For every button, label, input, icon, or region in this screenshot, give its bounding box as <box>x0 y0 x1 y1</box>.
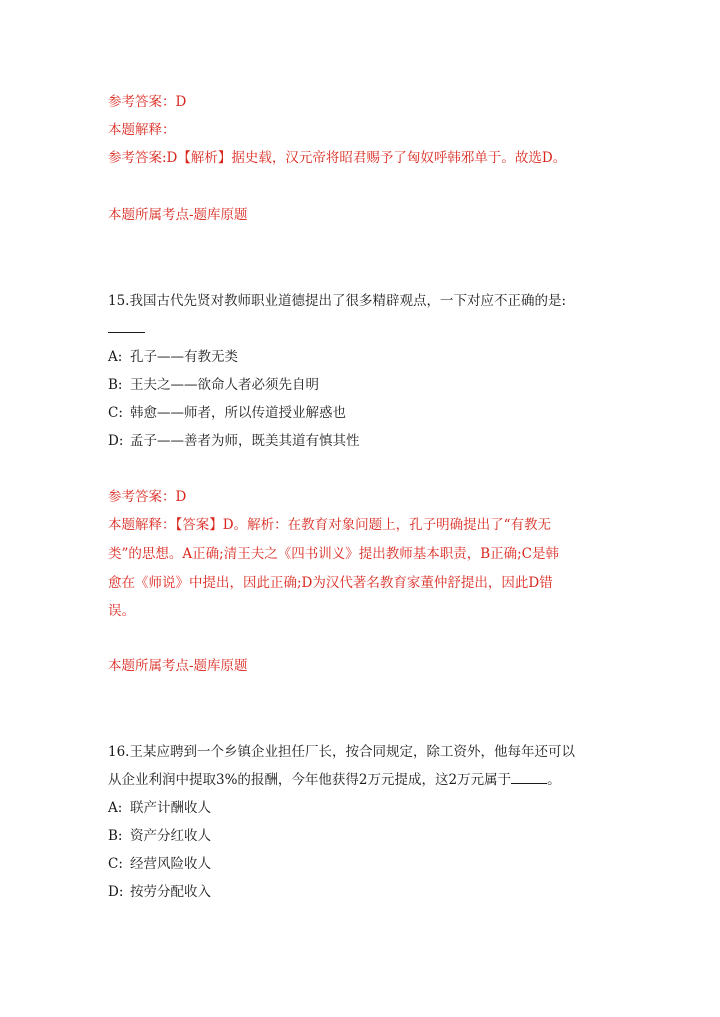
q16-option-c <box>108 854 211 874</box>
q15-question: 15.我国古代先贤对教师职业道德提出了很多精辟观点，一下对应不正确的是: <box>108 293 567 309</box>
option-text: 孟子——善者为师，既美其道有慎其性 <box>130 433 360 449</box>
q15-source: 本题所属考点-题库原题 <box>108 658 248 674</box>
option-text: 王夫之——欲命人者必须先自明 <box>130 377 319 393</box>
option-key: B: <box>108 377 123 393</box>
option-key: A: <box>108 800 123 816</box>
q15-explain-line-4: 误。 <box>108 603 135 619</box>
q14-explain-label: 本题解释： <box>108 122 176 138</box>
option-key: D: <box>108 433 124 449</box>
option-key: C: <box>108 405 123 421</box>
option-key: C: <box>108 856 123 872</box>
option-text: 经营风险收人 <box>130 856 211 872</box>
q14-answer: 参考答案：D <box>108 94 187 110</box>
q15-option-b <box>108 375 319 395</box>
option-key: A: <box>108 349 123 365</box>
q16-question-line-1: 16.王某应聘到一个乡镇企业担任厂长，按合同规定，除工资外，他每年还可以 <box>108 744 575 760</box>
option-key: B: <box>108 828 123 844</box>
q16-option-a <box>108 798 211 818</box>
q16-question-text: 从企业利润中提取3%的报酬，今年他获得2万元提成，这2万元属于 <box>108 772 512 788</box>
q16-option-d <box>108 882 211 902</box>
q16-answer-blank <box>511 771 547 784</box>
option-text: 资产分红收人 <box>130 828 211 844</box>
q14-explain-text: 参考答案:D【解析】据史载，汉元帝将昭君赐予了匈奴呼韩邪单于。故选D。 <box>108 150 567 166</box>
q15-answer-blank <box>108 332 145 333</box>
q14-source: 本题所属考点-题库原题 <box>108 207 248 223</box>
q15-answer: 参考答案：D <box>108 489 187 505</box>
q16-option-b <box>108 826 211 846</box>
q16-question-line-2 <box>108 770 561 790</box>
option-text: 联产计酬收人 <box>130 800 211 816</box>
option-key: D: <box>108 884 124 900</box>
option-text: 孔子——有教无类 <box>130 349 238 365</box>
q15-explain-line-3: 愈在《师说》中提出，因此正确;D为汉代著名教育家董仲舒提出，因此D错 <box>108 575 553 591</box>
option-text: 韩愈——师者，所以传道授业解惑也 <box>130 405 346 421</box>
q15-option-a <box>108 347 238 367</box>
q15-explain-line-2: 类”的思想。A正确;清王夫之《四书训义》提出教师基本职责，B正确;C是韩 <box>108 546 559 562</box>
q16-question-end: 。 <box>547 772 561 788</box>
q15-option-c <box>108 403 346 423</box>
q15-option-d <box>108 431 360 451</box>
q15-explain-line-1: 本题解释：【答案】D。解析：在教育对象问题上，孔子明确提出了“有教无 <box>108 517 551 533</box>
option-text: 按劳分配收入 <box>130 884 211 900</box>
